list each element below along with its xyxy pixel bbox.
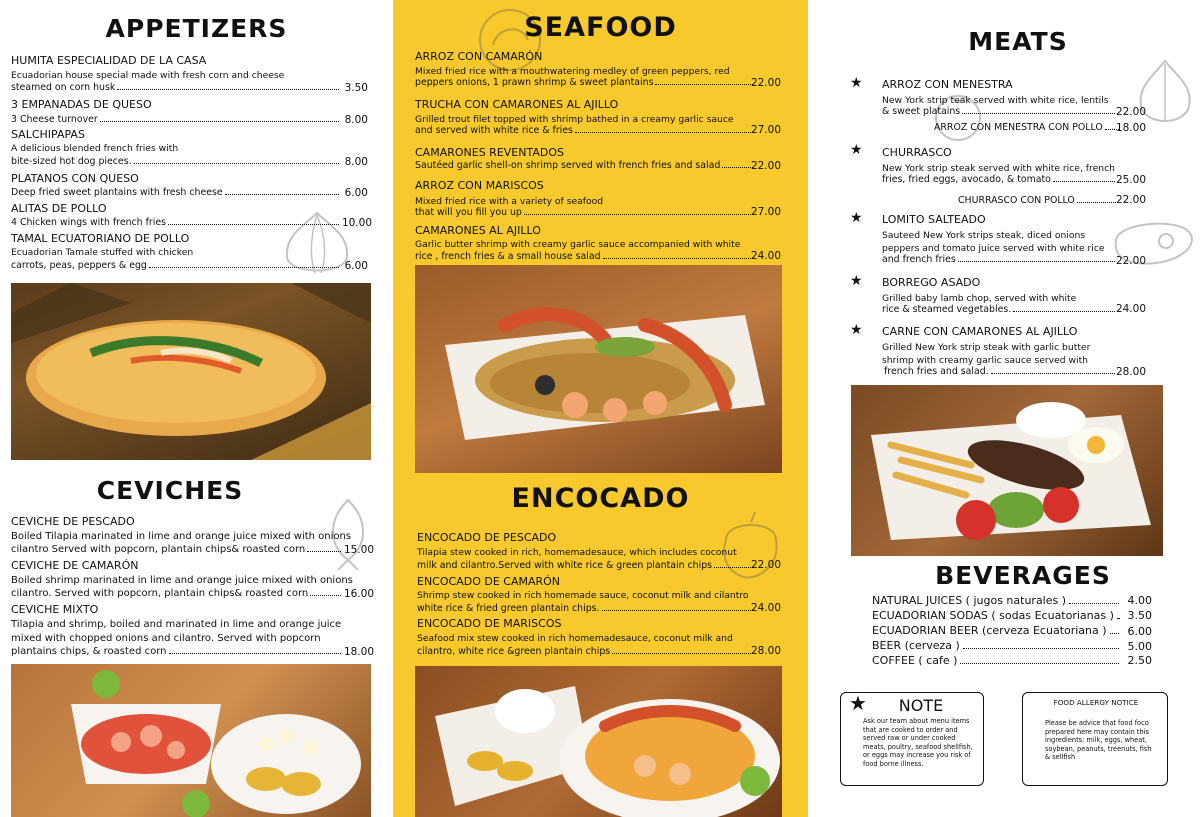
menu-item-name: CAMARONES REVENTADOS — [415, 146, 564, 159]
star-icon: ★ — [850, 322, 863, 338]
menu-item-sub: ARROZ CON MENESTRA CON POLLO — [934, 122, 1121, 133]
menu-item-price: 10.00 — [341, 217, 372, 229]
star-icon: ★ — [849, 691, 867, 715]
menu-item-price: 6.00 — [344, 260, 368, 272]
menu-item-desc: Grilled trout filet topped with shrimp bathed in a creamy garlic sauce — [415, 114, 734, 125]
menu-item-desc: Ecuadorian house special made with fresh corn and cheese — [11, 70, 285, 81]
menu-item-price: 6.00 — [344, 187, 368, 199]
menu-item-line: rice & steamed vegetables. — [882, 304, 1117, 315]
ceviche-photo — [11, 664, 371, 817]
menu-item-price: 27.00 — [750, 124, 781, 136]
menu-item-line: rice , french fries & a small house salad — [415, 251, 755, 262]
menu-item-price: 24.00 — [750, 602, 781, 614]
note-text: Ask our team about menu items that are cooked to order and served raw or under cooked meats, poultry, seafood shellfish, or eggs may increase you risk of food borne illness. — [863, 717, 973, 768]
menu-item-price: 22.00 — [1115, 255, 1146, 267]
menu-item-name: ENCOCADO DE MARISCOS — [417, 617, 562, 630]
menu-item-line: steamed on corn husk — [11, 82, 341, 93]
ceviches-title: CEVICHES — [96, 476, 244, 505]
beverage-price: 5.00 — [1127, 640, 1152, 653]
menu-item-name: 3 EMPANADAS DE QUESO — [11, 98, 152, 111]
churrasco-photo — [851, 385, 1163, 556]
allergy-box — [1022, 692, 1168, 786]
allergy-title: FOOD ALLERGY NOTICE — [1053, 698, 1139, 707]
menu-item-price: 25.00 — [1115, 174, 1146, 186]
menu-item-desc: New York strip steak served with white rice, french — [882, 163, 1115, 174]
menu-item-line: white rice & fried green plantain chips. — [417, 603, 755, 614]
beverage-row: NATURAL JUICES ( jugos naturales ) — [872, 594, 1122, 607]
menu-item-desc: A delicious blended french fries with — [11, 143, 179, 154]
menu-item-desc: Tilapia and shrimp, boiled and marinated in lime and orange juice — [11, 619, 342, 630]
menu-item-price: 22.00 — [1115, 194, 1146, 206]
star-icon: ★ — [850, 142, 863, 158]
menu-item-name: SALCHIPAPAS — [11, 128, 85, 141]
menu-item-price: 28.00 — [1115, 366, 1146, 378]
menu-item-price: 22.00 — [1115, 106, 1146, 118]
menu-item-desc: Ecuadorian Tamale stuffed with chicken — [11, 247, 194, 258]
star-icon: ★ — [850, 273, 863, 289]
menu-item-name: CHURRASCO — [882, 146, 952, 159]
menu-item-price: 28.00 — [750, 645, 781, 657]
menu-item-desc: Garlic butter shrimp with creamy garlic sauce accompanied with white — [415, 239, 741, 250]
menu-item-line: carrots, peas, peppers & egg — [11, 260, 341, 271]
menu-item-line: milk and cilantro.Served with white rice & green plantain chips — [417, 560, 755, 571]
menu-item-name: CEVICHE DE PESCADO — [11, 515, 135, 528]
menu-item-desc: peppers and tomato juice served with white rice — [882, 243, 1105, 254]
menu-item-name: ENCOCADO DE PESCADO — [417, 531, 557, 544]
menu-item-name: CEVICHE MIXTO — [11, 603, 99, 616]
menu-item-line: fries, fried eggs, avocado, & tomato — [882, 174, 1117, 185]
allergy-text: Please be advice that food foco prepared here may contain this ingredients: milk, eggs, wheat, soybean, peanuts, treenuts, fish & sellfish — [1045, 719, 1152, 762]
menu-item-name: BORREGO ASADO — [882, 276, 981, 289]
menu-item-line: & sweet platains — [882, 106, 1117, 117]
menu-item-desc: Boiled Tilapia marinated in lime and orange juice mixed with onions — [11, 531, 352, 542]
menu-item-desc: Seafood mix stew cooked in rich homemadesauce, coconut milk and — [417, 633, 733, 644]
beverage-price: 6.00 — [1127, 625, 1152, 638]
menu-item-name: TAMAL ECUATORIANO DE POLLO — [11, 232, 190, 245]
beverage-row: ECUADORIAN SODAS ( sodas Ecuatorianas ) — [872, 609, 1122, 622]
menu-item-name: ENCOCADO DE CAMARÓN — [417, 575, 561, 588]
beverage-row: COFFEE ( cafe ) — [872, 654, 1122, 667]
tamale-photo — [11, 283, 371, 460]
meats-panel — [808, 0, 1200, 817]
menu-item-name: CARNE CON CAMARONES AL AJILLO — [882, 325, 1078, 338]
menu-item-line: 3 Cheese turnover — [11, 114, 341, 125]
meats-title: MEATS — [968, 27, 1068, 56]
menu-item-desc: New York strip teak served with white rice, lentils — [882, 95, 1109, 106]
star-icon: ★ — [850, 210, 863, 226]
menu-item-price: 24.00 — [750, 250, 781, 262]
beverage-price: 2.50 — [1127, 654, 1152, 667]
note-title: NOTE — [898, 696, 944, 715]
menu-item-sub: CHURRASCO CON POLLO — [958, 195, 1118, 206]
encocado-title: ENCOCADO — [511, 483, 690, 514]
menu-item-line: and french fries — [882, 254, 1117, 265]
menu-item-price: 8.00 — [344, 114, 368, 126]
menu-item-line: bite-sized hot dog pieces. — [11, 156, 341, 167]
star-icon: ★ — [850, 75, 863, 91]
menu-item-line: Sautéed garlic shell-on shrimp served with french fries and salad — [415, 160, 755, 171]
menu-item-line: cilantro. Served with popcorn, plantain chips& roasted corn — [11, 588, 343, 599]
menu-item-price: 22.00 — [750, 77, 781, 89]
encocado-photo — [415, 666, 782, 817]
note-box — [840, 692, 984, 786]
seafood-rice-photo — [415, 265, 782, 473]
menu-item-name: ALITAS DE POLLO — [11, 202, 107, 215]
onion-icon — [275, 205, 360, 285]
menu-item-price: 3.50 — [344, 82, 368, 94]
menu-item-price: 16.00 — [343, 588, 374, 600]
menu-item-line: french fries and salad. — [884, 366, 1117, 377]
menu-item-price: 22.00 — [750, 559, 781, 571]
menu-item-line: plantains chips, & roasted corn — [11, 646, 343, 657]
menu-item-price: 8.00 — [344, 156, 368, 168]
seafood-panel — [393, 0, 808, 817]
menu-item-name: ARROZ CON MENESTRA — [882, 78, 1013, 91]
menu-item-line: cilantro, white rice &green plantain chips — [417, 646, 755, 657]
menu-item-name: HUMITA ESPECIALIDAD DE LA CASA — [11, 54, 207, 67]
menu-item-price: 18.00 — [343, 646, 374, 658]
beverage-row: ECUADORIAN BEER (cerveza Ecuatoriana ) — [872, 624, 1122, 637]
beverages-title: BEVERAGES — [935, 561, 1111, 590]
menu-item-price: 15.00 — [343, 544, 374, 556]
menu-item-price: 18.00 — [1115, 122, 1146, 134]
seafood-title: SEAFOOD — [524, 12, 677, 43]
menu-item-line: and served with white rice & fries — [415, 125, 755, 136]
menu-item-desc: Sauteed New York strips steak, diced onions — [882, 230, 1086, 241]
menu-item-name: CAMARONES AL AJILLO — [415, 224, 541, 237]
menu-item-line: Deep fried sweet plantains with fresh cheese — [11, 187, 341, 198]
garlic-icon — [1133, 56, 1198, 131]
menu-item-desc: Shrimp stew cooked in rich homemade sauce, coconut milk and cilantro — [417, 590, 749, 601]
menu-item-desc: Tilapia stew cooked in rich, homemadesauce, which includes coconut — [417, 547, 737, 558]
beverage-row: BEER (cerveza ) — [872, 639, 1122, 652]
menu-item-name: TRUCHA CON CAMARONES AL AJILLO — [415, 98, 619, 111]
menu-item-desc: shrimp with creamy garlic sauce served with — [882, 355, 1089, 366]
menu-item-line: cilantro Served with popcorn, plantain chips& roasted corn — [11, 544, 343, 555]
menu-item-name: PLATANOS CON QUESO — [11, 172, 139, 185]
menu-item-desc: Grilled New York strip steak with garlic butter — [882, 342, 1091, 353]
menu-item-desc: mixed with chopped onions and cilantro. Served with popcorn — [11, 633, 321, 644]
appetizers-title: APPETIZERS — [105, 14, 288, 43]
beverage-price: 3.50 — [1127, 609, 1152, 622]
menu-item-line: 4 Chicken wings with french fries — [11, 217, 341, 228]
menu-item-line: that will you fill you up — [415, 207, 755, 218]
menu-item-name: ARROZ CON MARISCOS — [415, 179, 544, 192]
appetizers-panel — [0, 0, 393, 817]
menu-item-price: 27.00 — [750, 206, 781, 218]
menu-item-name: LOMITO SALTEADO — [882, 213, 986, 226]
menu-item-desc: Boiled shrimp marinated in lime and orange juice mixed with onions — [11, 575, 353, 586]
menu-item-name: CEVICHE DE CAMARÓN — [11, 559, 139, 572]
menu-item-price: 24.00 — [1115, 303, 1146, 315]
menu-item-price: 22.00 — [750, 160, 781, 172]
menu-item-desc: Grilled baby lamb chop, served with white — [882, 293, 1077, 304]
menu-item-desc: Mixed fried rice with a variety of seafood — [415, 196, 604, 207]
menu-item-desc: Mixed fried rice with a mouthwatering medley of green peppers, red — [415, 66, 730, 77]
menu-item-name: ARROZ CON CAMARÓN — [415, 50, 543, 63]
beverage-price: 4.00 — [1127, 594, 1152, 607]
menu-item-line: peppers onions, 1 prawn shrimp & sweet plantains — [415, 77, 755, 88]
